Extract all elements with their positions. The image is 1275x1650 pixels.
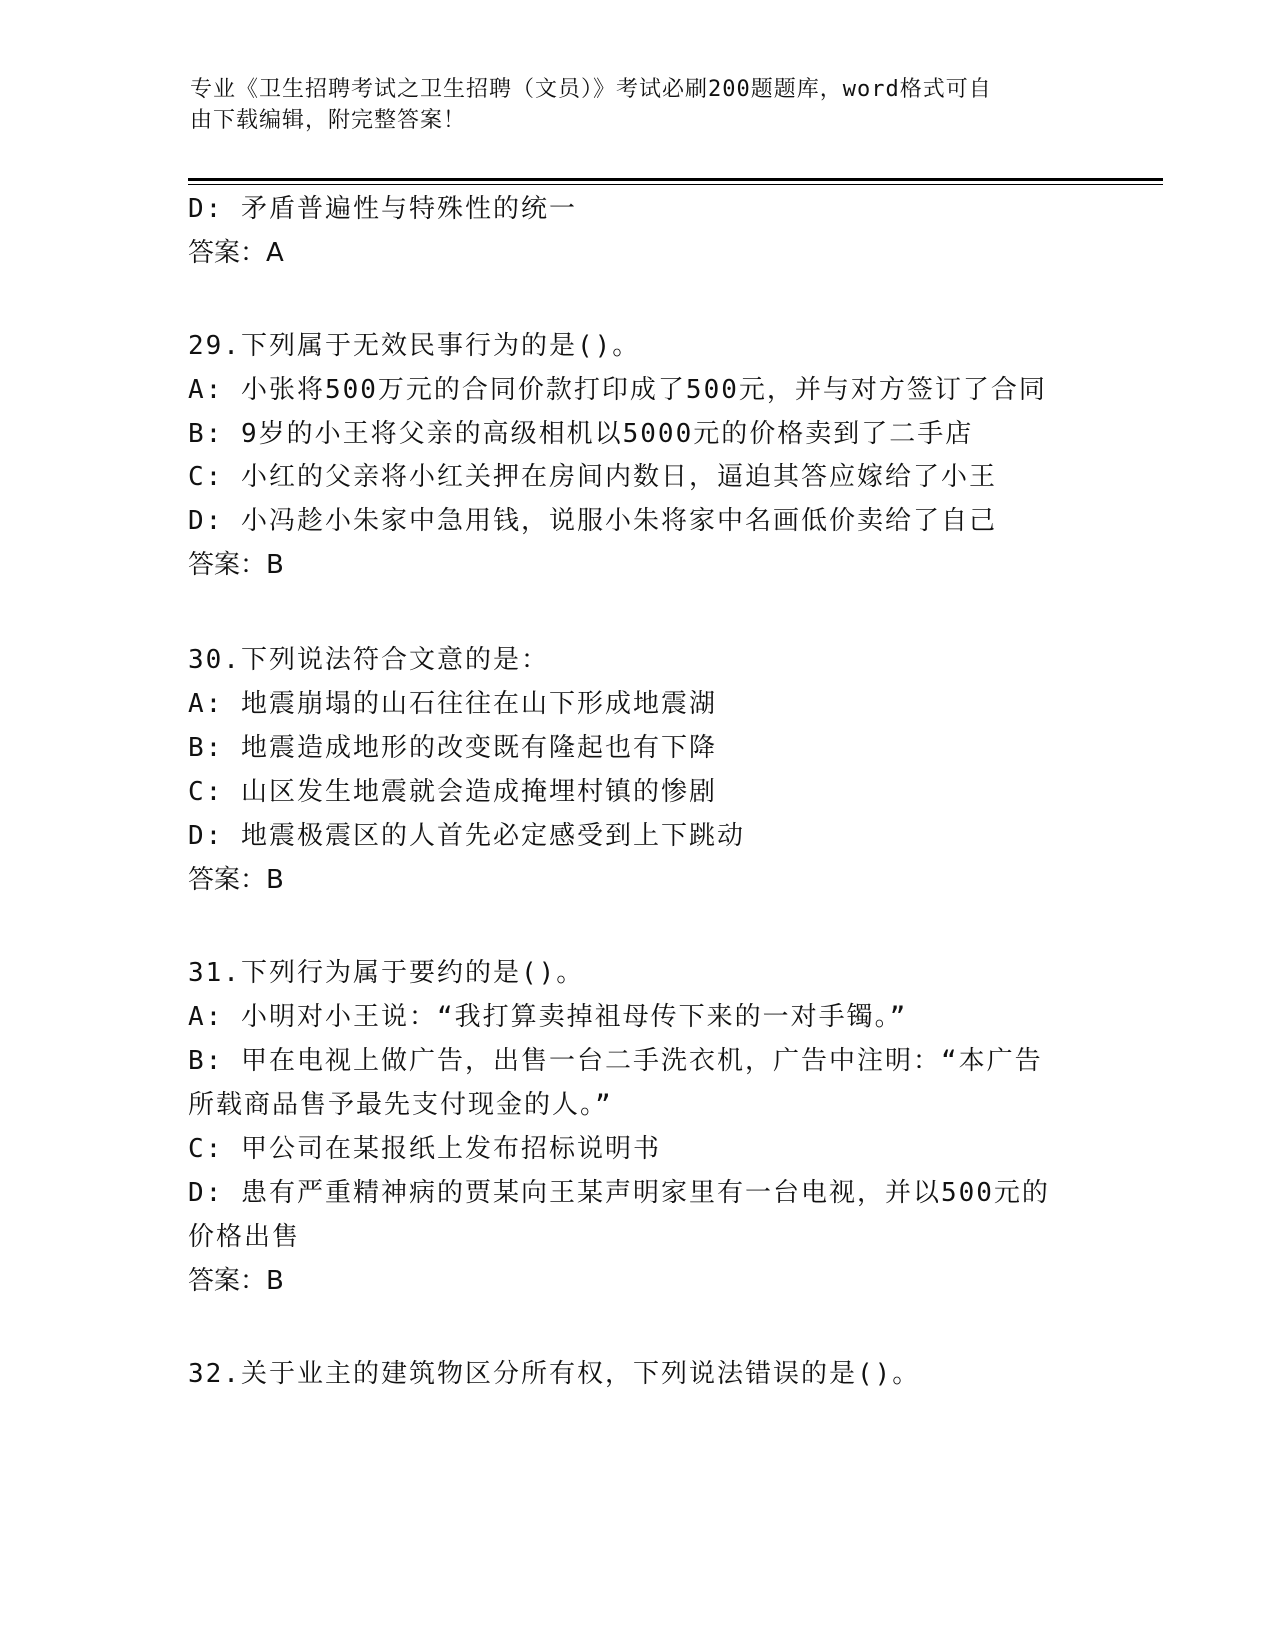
q29-answer: 答案：B — [188, 550, 284, 580]
q30-option-b: B: 地震造成地形的改变既有隆起也有下降 — [188, 733, 717, 763]
q29-option-b: B: 9岁的小王将父亲的高级相机以5000元的价格卖到了二手店 — [188, 419, 974, 449]
q30-option-c: C: 山区发生地震就会造成掩埋村镇的惨剧 — [188, 777, 717, 807]
q30-stem: 30.下列说法符合文意的是： — [188, 645, 549, 675]
document-header — [190, 74, 1090, 136]
q29-option-d: D: 小冯趁小朱家中急用钱，说服小朱将家中名画低价卖给了自己 — [188, 506, 997, 536]
q29-option-a: A: 小张将500万元的合同价款打印成了500元，并与对方签订了合同 — [188, 375, 1047, 405]
q30-option-d: D: 地震极震区的人首先必定感受到上下跳动 — [188, 821, 745, 851]
q31-option-a: A: 小明对小王说：“我打算卖掉祖母传下来的一对手镯。” — [188, 1002, 908, 1032]
q31-answer: 答案：B — [188, 1266, 284, 1296]
q31-option-c: C: 甲公司在某报纸上发布招标说明书 — [188, 1134, 661, 1164]
q29-option-c: C: 小红的父亲将小红关押在房间内数日，逼迫其答应嫁给了小王 — [188, 462, 997, 492]
q32-stem: 32.关于业主的建筑物区分所有权，下列说法错误的是()。 — [188, 1359, 921, 1389]
prev-option-d: D: 矛盾普遍性与特殊性的统一 — [188, 194, 577, 224]
q31-option-d-line2: 价格出售 — [188, 1222, 301, 1252]
header-line-2: 由下载编辑，附完整答案！ — [190, 108, 467, 133]
q30-option-a: A: 地震崩塌的山石往往在山下形成地震湖 — [188, 689, 717, 719]
header-line-1: 专业《卫生招聘考试之卫生招聘（文员）》考试必刷200题题库，word格式可自 — [190, 77, 992, 102]
q31-option-d-line1: D: 患有严重精神病的贾某向王某声明家里有一台电视，并以500元的 — [188, 1178, 1050, 1208]
prev-answer: 答案：A — [188, 238, 284, 268]
q29-stem: 29.下列属于无效民事行为的是()。 — [188, 331, 641, 361]
q30-answer: 答案：B — [188, 865, 284, 895]
header-divider-thick — [188, 178, 1163, 181]
q31-stem: 31.下列行为属于要约的是()。 — [188, 958, 585, 988]
q31-option-b-line1: B: 甲在电视上做广告，出售一台二手洗衣机，广告中注明：“本广告 — [188, 1046, 1043, 1076]
q31-option-b-line2: 所载商品售予最先支付现金的人。” — [188, 1090, 613, 1120]
header-divider-thin — [188, 184, 1163, 185]
